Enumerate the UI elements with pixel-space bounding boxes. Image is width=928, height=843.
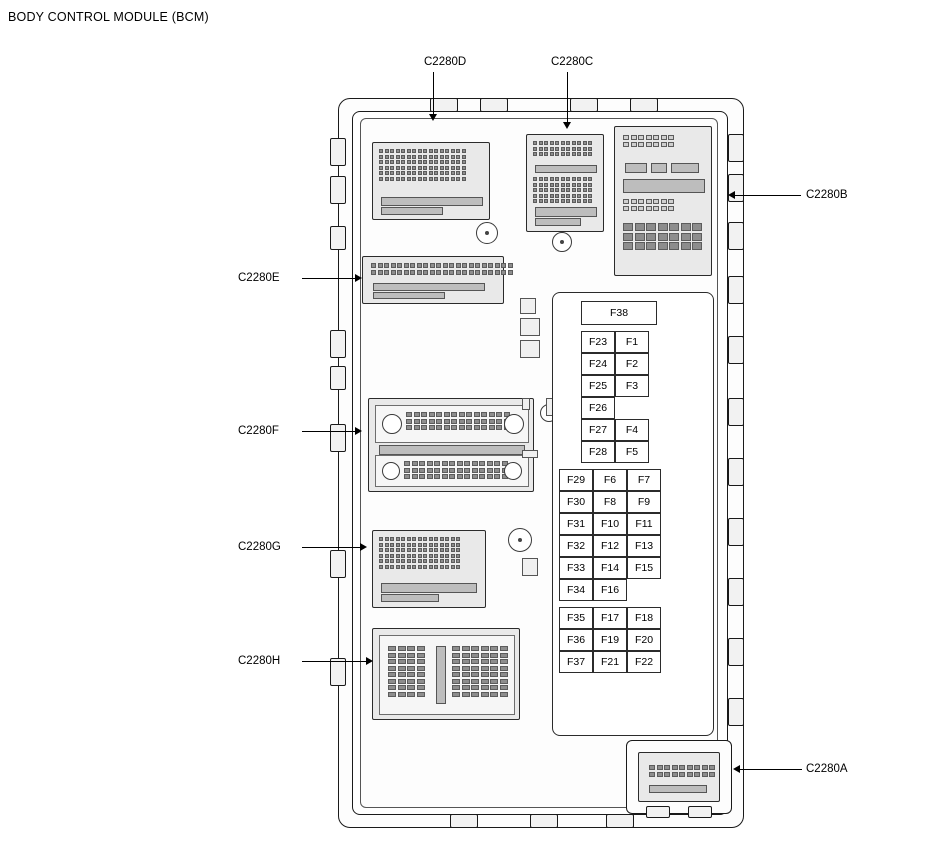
fuse-f27[interactable]: F27 [581, 419, 615, 441]
connector-latch [381, 197, 483, 206]
mount-clip-left [330, 550, 346, 578]
connector-main-blade [379, 445, 525, 455]
fuse-f21[interactable]: F21 [593, 651, 627, 673]
mount-clip-right [728, 458, 744, 486]
connector-bank [375, 455, 529, 487]
pin-grid [533, 177, 592, 203]
alignment-post [552, 232, 572, 252]
mount-clip-bottom [450, 814, 478, 828]
connector-c2280f[interactable] [368, 398, 534, 492]
connector-main-blade [623, 179, 705, 193]
callout-label-c2280a: C2280A [806, 763, 848, 775]
relay-symbol [522, 450, 538, 458]
pin-grid [623, 199, 674, 211]
pin-grid [404, 461, 508, 479]
alignment-post [508, 528, 532, 552]
relay-symbol [520, 318, 540, 336]
mount-clip-top [430, 98, 458, 112]
mount-clip-left [330, 366, 346, 390]
pin-grid [533, 141, 592, 156]
leader-line-c2280c [567, 72, 568, 124]
leader-line-c2280e [302, 278, 357, 279]
connector-latch [373, 292, 445, 299]
mount-clip-right [728, 222, 744, 250]
fuse-f20[interactable]: F20 [627, 629, 661, 651]
fuse-f5[interactable]: F5 [615, 441, 649, 463]
fuse-f29[interactable]: F29 [559, 469, 593, 491]
bcm-module-diagram [330, 98, 750, 828]
connector-latch [535, 218, 581, 226]
fuse-f26[interactable]: F26 [581, 397, 615, 419]
connector-c2280b[interactable] [614, 126, 712, 276]
fuse-f14[interactable]: F14 [593, 557, 627, 579]
fuse-f15[interactable]: F15 [627, 557, 661, 579]
fuse-f13[interactable]: F13 [627, 535, 661, 557]
fuse-f24[interactable]: F24 [581, 353, 615, 375]
callout-label-c2280g: C2280G [238, 541, 281, 553]
fuse-f12[interactable]: F12 [593, 535, 627, 557]
connector-keyway [651, 163, 667, 173]
fuse-f3[interactable]: F3 [615, 375, 649, 397]
pin-grid [379, 537, 460, 569]
page-title: BODY CONTROL MODULE (BCM) [8, 10, 209, 24]
mount-clip-left [330, 658, 346, 686]
connector-latch [381, 583, 477, 593]
pin-grid [371, 263, 513, 275]
connector-c2280g[interactable] [372, 530, 486, 608]
mount-clip-right [728, 336, 744, 364]
alignment-post [476, 222, 498, 244]
leader-arrow-c2280a [733, 765, 740, 773]
fuse-f28[interactable]: F28 [581, 441, 615, 463]
fuse-f1[interactable]: F1 [615, 331, 649, 353]
fuse-f16[interactable]: F16 [593, 579, 627, 601]
connector-keyway [625, 163, 647, 173]
mount-clip-right [728, 134, 744, 162]
connector-latch [535, 207, 597, 217]
mount-clip-left [330, 138, 346, 166]
callout-label-c2280f: C2280F [238, 425, 279, 437]
callout-label-c2280d: C2280D [424, 56, 467, 68]
fuse-f11[interactable]: F11 [627, 513, 661, 535]
leader-arrow-c2280d [429, 114, 437, 121]
fuse-f23[interactable]: F23 [581, 331, 615, 353]
connector-latch [381, 594, 439, 602]
connector-main-blade [436, 646, 446, 704]
leader-arrow-c2280g [360, 543, 367, 551]
fuse-f9[interactable]: F9 [627, 491, 661, 513]
pin-grid [649, 765, 715, 777]
mount-clip-top [480, 98, 508, 112]
c2280a-insert [638, 752, 720, 802]
leader-arrow-c2280b [728, 191, 735, 199]
relay-symbol [522, 398, 530, 410]
fuse-panel [552, 292, 714, 736]
pin-grid [379, 149, 466, 181]
connector-c2280d[interactable] [372, 142, 490, 220]
locator-hole [504, 414, 524, 434]
pin-grid [388, 646, 425, 697]
leader-line-c2280h [302, 661, 368, 662]
fuse-f33[interactable]: F33 [559, 557, 593, 579]
leader-line-c2280b [735, 195, 801, 196]
fuse-f10[interactable]: F10 [593, 513, 627, 535]
fuse-f8[interactable]: F8 [593, 491, 627, 513]
mount-clip-left [330, 226, 346, 250]
pin-grid [406, 412, 510, 430]
callout-label-c2280b: C2280B [806, 189, 848, 201]
mount-clip-right [728, 638, 744, 666]
fuse-f2[interactable]: F2 [615, 353, 649, 375]
locator-hole [504, 462, 522, 480]
connector-c2280h[interactable] [372, 628, 520, 720]
connector-latch [381, 207, 443, 215]
mount-clip-right [728, 578, 744, 606]
fuse-f35[interactable]: F35 [559, 607, 593, 629]
mount-clip-right [728, 276, 744, 304]
fuse-f36[interactable]: F36 [559, 629, 593, 651]
mount-clip-right [728, 698, 744, 726]
mount-clip-bottom [530, 814, 558, 828]
locator-hole [382, 414, 402, 434]
connector-keyway [671, 163, 699, 173]
mount-clip-right [728, 398, 744, 426]
mount-clip-bottom [688, 806, 712, 818]
pin-grid [452, 646, 508, 697]
pin-grid [623, 223, 702, 250]
connector-bank [379, 635, 515, 715]
fuse-f30[interactable]: F30 [559, 491, 593, 513]
mount-clip-left [330, 330, 346, 358]
leader-arrow-c2280e [355, 274, 362, 282]
connector-c2280a[interactable] [626, 740, 730, 812]
connector-c2280c[interactable] [526, 134, 604, 232]
fuse-f22[interactable]: F22 [627, 651, 661, 673]
fuse-f7[interactable]: F7 [627, 469, 661, 491]
fuse-f6[interactable]: F6 [593, 469, 627, 491]
fuse-f32[interactable]: F32 [559, 535, 593, 557]
connector-latch [535, 165, 597, 173]
fuse-f25[interactable]: F25 [581, 375, 615, 397]
leader-arrow-c2280f [355, 427, 362, 435]
fuse-f37[interactable]: F37 [559, 651, 593, 673]
connector-bank [375, 405, 529, 443]
fuse-f34[interactable]: F34 [559, 579, 593, 601]
fuse-f18[interactable]: F18 [627, 607, 661, 629]
relay-symbol [520, 298, 536, 314]
fuse-f38[interactable]: F38 [581, 301, 657, 325]
relay-symbol [522, 558, 538, 576]
callout-label-c2280e: C2280E [238, 272, 280, 284]
leader-line-c2280g [302, 547, 362, 548]
mount-clip-left [330, 176, 346, 204]
fuse-f17[interactable]: F17 [593, 607, 627, 629]
leader-line-c2280f [302, 431, 357, 432]
mount-clip-left [330, 424, 346, 452]
callout-label-c2280h: C2280H [238, 655, 281, 667]
relay-symbol [520, 340, 540, 358]
mount-clip-right [728, 518, 744, 546]
connector-latch [373, 283, 485, 291]
callout-label-c2280c: C2280C [551, 56, 594, 68]
mount-clip-top [570, 98, 598, 112]
connector-latch [649, 785, 707, 793]
locator-hole [382, 462, 400, 480]
fuse-f4[interactable]: F4 [615, 419, 649, 441]
leader-arrow-c2280h [366, 657, 373, 665]
connector-c2280e[interactable] [362, 256, 504, 304]
pin-grid [623, 135, 674, 147]
mount-clip-bottom [606, 814, 634, 828]
fuse-f31[interactable]: F31 [559, 513, 593, 535]
fuse-f19[interactable]: F19 [593, 629, 627, 651]
leader-line-c2280a [740, 769, 802, 770]
leader-line-c2280d [433, 72, 434, 116]
mount-clip-top [630, 98, 658, 112]
leader-arrow-c2280c [563, 122, 571, 129]
mount-clip-bottom [646, 806, 670, 818]
